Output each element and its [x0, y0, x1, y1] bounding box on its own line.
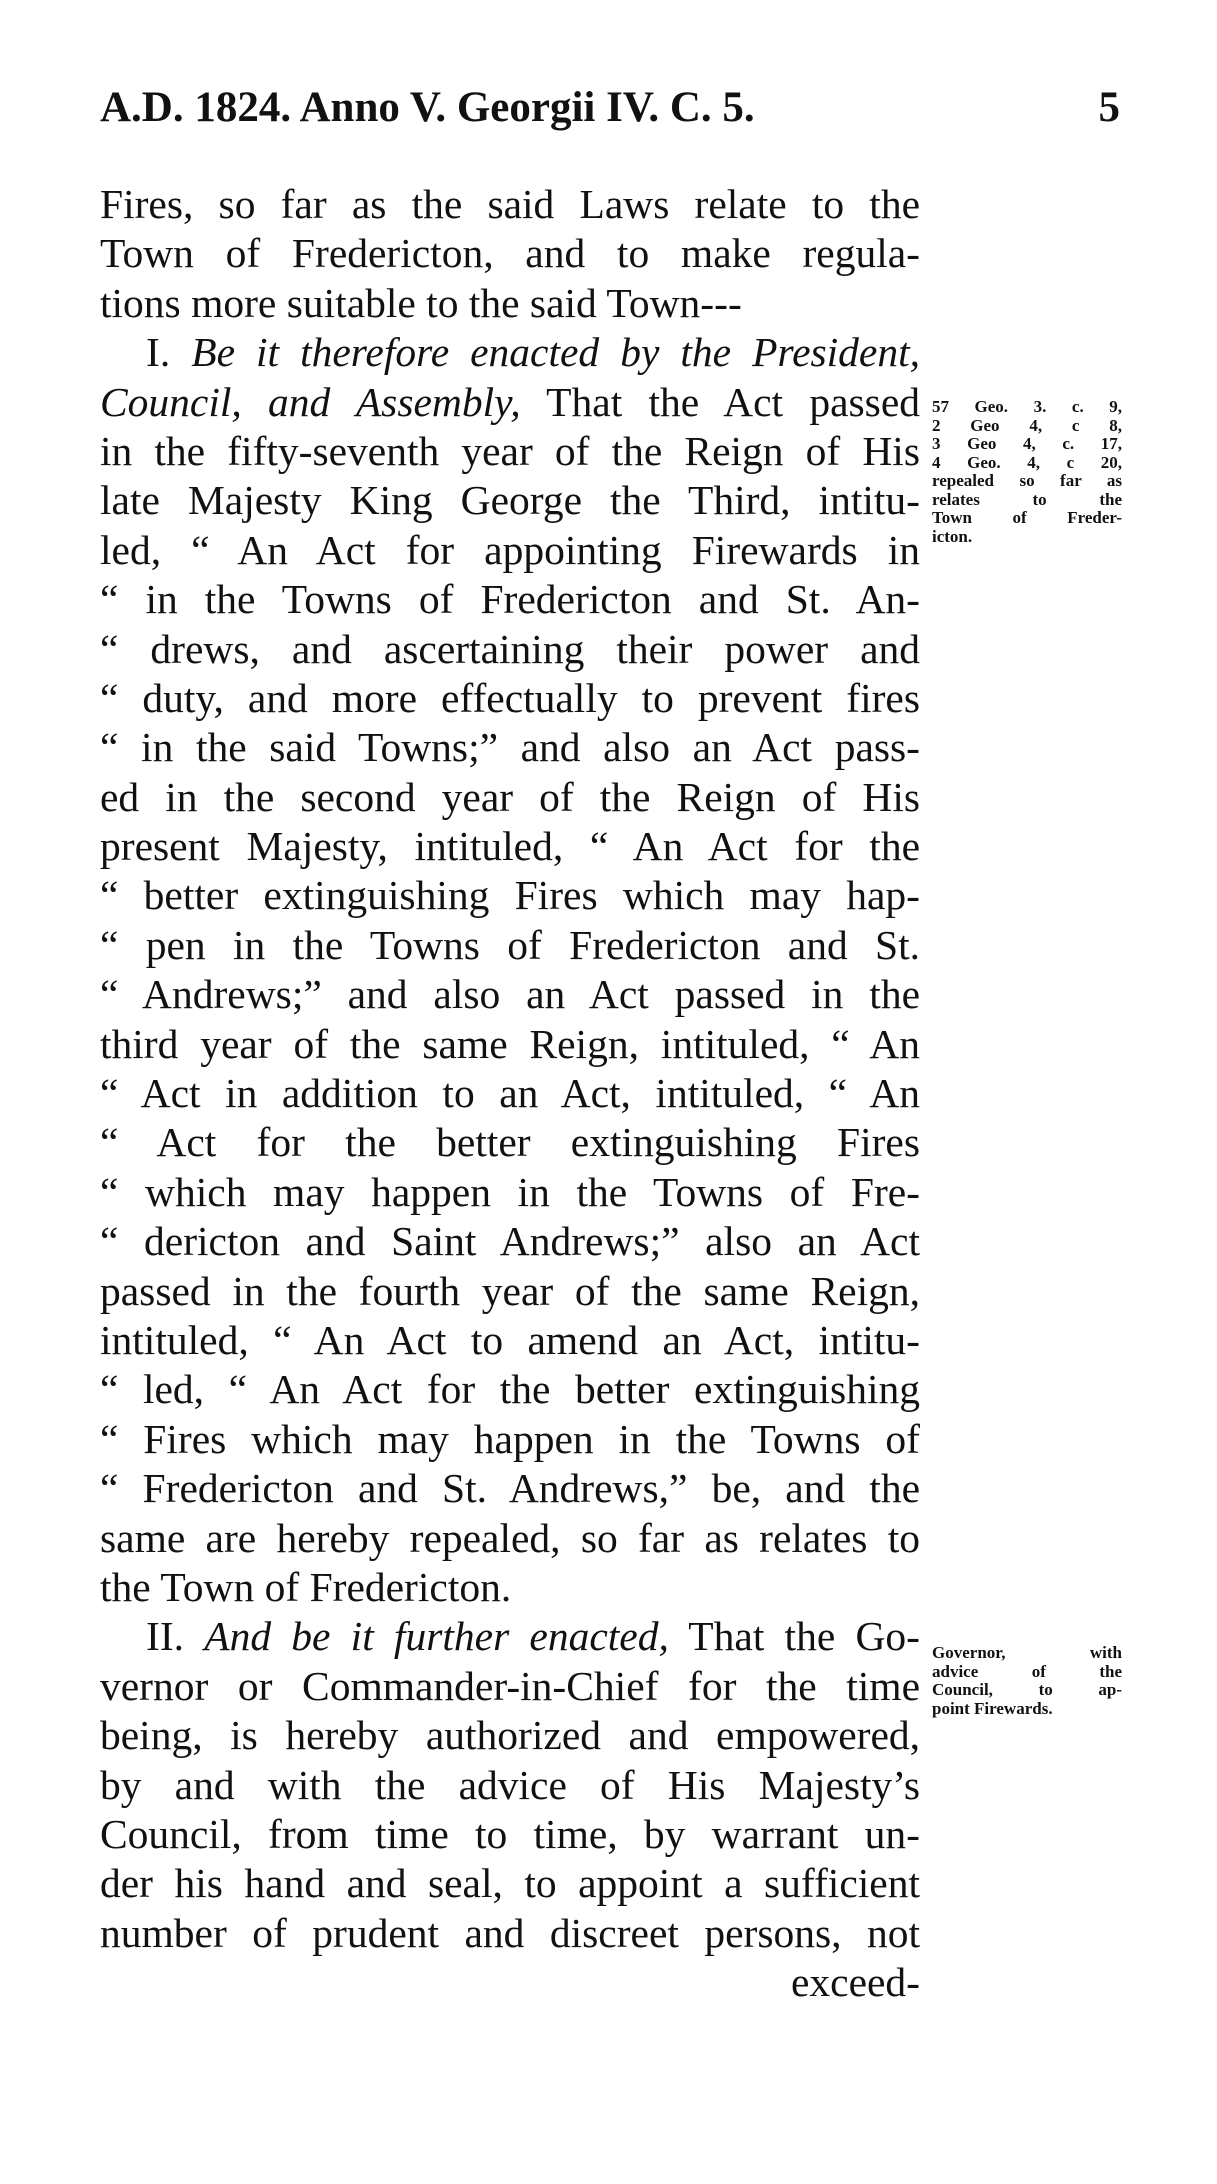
- margin-note-line: 57 Geo. 3. c. 9,: [932, 397, 1122, 416]
- margin-note-repeal: [932, 398, 1122, 546]
- margin-note-line: 3 Geo 4, c. 17,: [932, 434, 1122, 453]
- text-fragment: That the Act passed: [520, 378, 920, 425]
- margin-note-line: relates to the: [932, 489, 1122, 509]
- text-line: “ Andrews;” and also an Act passed in the: [100, 971, 920, 1018]
- text-line: passed in the fourth year of the same Reign,: [100, 1267, 920, 1314]
- margin-note-line: Governor, with: [932, 1643, 1122, 1662]
- margin-note-line: 4 Geo. 4, c 20,: [932, 452, 1122, 472]
- margin-note-line: 2 Geo 4, c 8,: [932, 415, 1122, 435]
- margin-note-line: Council, to ap-: [932, 1680, 1122, 1699]
- text-line: “ Act in addition to an Act, intituled, “ An: [100, 1070, 920, 1117]
- text-line: vernor or Commander-in-Chief for the time: [100, 1662, 920, 1709]
- text-line: Council, from time to time, by warrant un-: [100, 1810, 920, 1857]
- enacting-clause-cont: Council, and Assembly,: [100, 378, 521, 425]
- enacting-clause: And be it further enacted,: [204, 1613, 669, 1660]
- text-fragment: That the Go-: [668, 1613, 921, 1660]
- text-line: Town of Fredericton, and to make regula-: [100, 230, 920, 277]
- text-line: “ Act for the better extinguishing Fires: [100, 1119, 920, 1166]
- text-line: “ better extinguishing Fires which may hap-: [100, 872, 920, 919]
- margin-note-line: advice of the: [932, 1661, 1122, 1681]
- text-line: present Majesty, intituled, “ An Act for the: [100, 823, 920, 870]
- text-line: intituled, “ An Act to amend an Act, intitu-: [100, 1316, 920, 1363]
- text-line: late Majesty King George the Third, intitu-: [100, 477, 920, 524]
- text-line: tions more suitable to the said Town---: [100, 279, 742, 326]
- enacting-clause: Be it therefore enacted by the President,: [191, 329, 920, 376]
- text-line: [100, 378, 920, 427]
- text-line: being, is hereby authorized and empowered,: [100, 1712, 920, 1759]
- catchword: exceed-: [791, 1959, 920, 2006]
- margin-note-line: Town of Freder-: [932, 508, 1122, 527]
- text-line: in the fifty-seventh year of the Reign of His: [100, 427, 920, 474]
- text-line: “ led, “ An Act for the better extinguishing: [100, 1366, 920, 1413]
- section-two-heading-line: [100, 1612, 920, 1661]
- text-line: led, “ An Act for appointing Firewards in: [100, 526, 920, 573]
- text-line: “ duty, and more effectually to prevent fires: [100, 674, 920, 721]
- section-number: I.: [146, 329, 192, 376]
- text-line: “ pen in the Towns of Fredericton and St.: [100, 921, 920, 968]
- text-line: number of prudent and discreet persons, not: [100, 1909, 920, 1956]
- section-one-heading-line: [100, 328, 920, 377]
- text-line: “ Fires which may happen in the Towns of: [100, 1415, 920, 1462]
- text-line: der his hand and seal, to appoint a sufficient: [100, 1860, 920, 1907]
- text-line: same are hereby repealed, so far as relates to: [100, 1514, 920, 1561]
- text-line: “ Fredericton and St. Andrews,” be, and the: [100, 1465, 920, 1512]
- body-text: [100, 180, 920, 2007]
- margin-note-line: icton.: [932, 526, 973, 546]
- text-line: ed in the second year of the Reign of His: [100, 773, 920, 820]
- text-line: the Town of Fredericton.: [100, 1563, 512, 1610]
- page-number: 5: [1098, 84, 1120, 131]
- margin-note-line: point Firewards.: [932, 1698, 1053, 1718]
- text-line: “ in the said Towns;” and also an Act pass-: [100, 724, 920, 771]
- text-line: Fires, so far as the said Laws relate to the: [100, 181, 920, 227]
- text-line: “ drews, and ascertaining their power and: [100, 625, 920, 672]
- text-line: “ dericton and Saint Andrews;” also an Act: [100, 1218, 920, 1265]
- text-line: third year of the same Reign, intituled, “ An: [100, 1020, 920, 1067]
- running-head: A.D. 1824. Anno V. Georgii IV. C. 5.: [100, 84, 755, 131]
- text-line: by and with the advice of His Majesty’s: [100, 1761, 920, 1808]
- section-number: II.: [146, 1613, 205, 1660]
- page-header: [100, 78, 1120, 138]
- margin-note-governor: [932, 1644, 1122, 1718]
- margin-note-line: repealed so far as: [932, 471, 1122, 490]
- text-line: “ which may happen in the Towns of Fre-: [100, 1168, 920, 1215]
- text-line: “ in the Towns of Fredericton and St. An-: [100, 576, 920, 623]
